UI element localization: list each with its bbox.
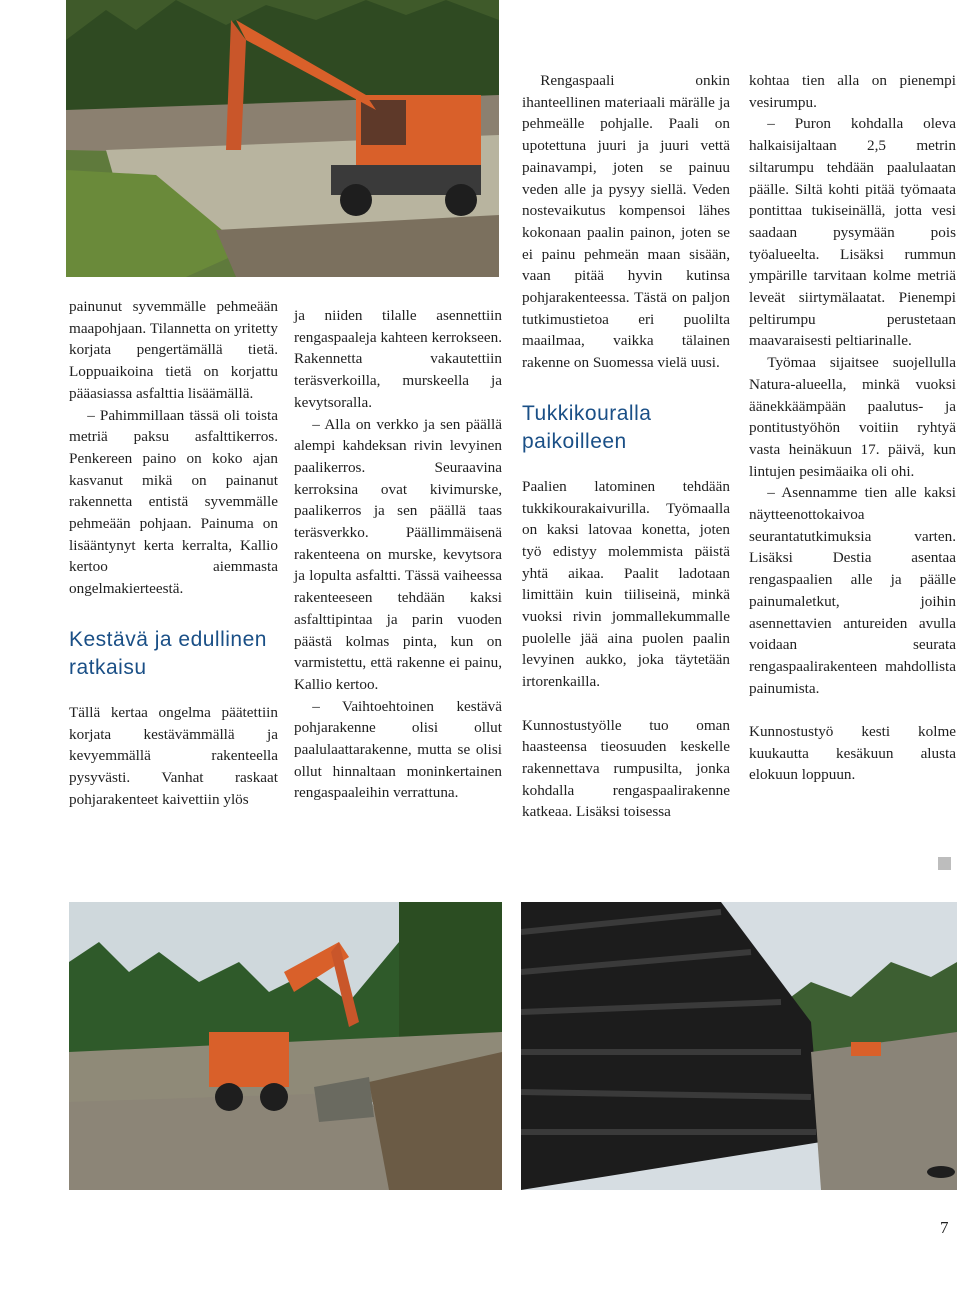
- section-heading-kestava: Kestävä ja edullinen ratkaisu: [69, 627, 267, 679]
- col1-paragraph-1: painunut syvemmälle pehmeään maapohjaan. Tilannetta on yritetty korjata pengertämällä tietä. Loppuaikoina tietä on korjattu pääasiassa asfalttia lisäämällä.: [69, 298, 278, 402]
- col3-paragraph-2: Paalien latominen tehdään tukkikourakaivurilla. Työmaalla on kaksi latovaa konetta, joten työ edistyy molemmista päistä yhtä aikaa. Paalit ladotaan limittäin kuin tiiliseinä, minkä vuoksi rivin jommallekummalle puolelle jää aina puolen paalin levyinen aukko, joka täytetään irtorenkailla.: [522, 477, 730, 691]
- col4-paragraph-1: kohtaa tien alla on pienempi vesirumpu.: [749, 72, 956, 111]
- article-end-marker: [938, 857, 951, 870]
- col1-paragraph-2: – Pahimmillaan tässä oli toista metriä paksu asfalttikerros. Penkereen paino on koko ajan kasvanut mikä on painanut rakennetta entistä syvemmälle pehmeään pohjaan. Painuma on lisääntynyt kerta kerralta, Kallio kertoo aiemmasta ongelmakierteestä.: [69, 406, 278, 598]
- col4-paragraph-3: Työmaa sijaitsee suojellulla Natura-alueella, minkä vuoksi äänekkäämpään paalutus- ja pontitustyöhön voitiin ryhtyä vasta heinäkuun 17. päivä, kun lintujen pesimäaika oli ohi.: [749, 354, 956, 480]
- col2-paragraph-3: – Vaihtoehtoinen kestävä pohjarakenne olisi ollut paalulaattarakenne, mutta se olisi ollut hinnaltaan moninkertainen rengaspaaleihin verrattuna.: [294, 697, 502, 802]
- text-column-3: [522, 70, 730, 823]
- col4-paragraph-5: Kunnostustyö kesti kolme kuukautta kesäkuun alusta elokuun loppuun.: [749, 723, 956, 784]
- section-heading-tukkikouralla: Tukkikouralla paikoilleen: [522, 401, 652, 453]
- col2-paragraph-1: ja niiden tilalle asennettiin rengaspaaleja kahteen kerrokseen. Rakennetta vakautettiin teräsverkoilla, murskeella ja kevytsoralla.: [294, 307, 502, 411]
- tyre-bales-photo: [521, 902, 957, 1190]
- col4-paragraph-2: – Puron kohdalla oleva halkaisijaltaan 2,5 metrin siltarumpu tehdään paalulaatan päälle. Siltä kohti pitää työmaata pontittaa tukiseinällä, jotta vesi saadaan pysymään pois työalueelta. Lisäksi rummun ympärille tarvitaan kolme metriä leveät siirtymälaatat. Pienempi peltirumpu perustetaan maavaraisesti peltiarinalle.: [749, 115, 956, 350]
- page-number: 7: [940, 1218, 949, 1237]
- col4-paragraph-4: – Asennamme tien alle kaksi näytteenottokaivoa seurantatutkimuksia varten. Lisäksi Destia asentaa rengaspaalien alle ja päälle painumaletkut, joihin asennettavien antureiden avulla voidaan seurata rengaspaalirakenteen mahdollista painumista.: [749, 484, 956, 697]
- col1-paragraph-3: Tällä kertaa ongelma päätettiin korjata kestävämmällä ja kevyemmällä rakenteella pysyvästi. Vanhat raskaat pohjarakenteet kaivettiin ylös: [69, 703, 278, 808]
- text-column-1: [69, 296, 278, 810]
- excavator-in-water-photo: [66, 0, 499, 277]
- text-column-2: [294, 305, 502, 804]
- text-column-4: [749, 70, 956, 786]
- col3-paragraph-1: Rengaspaali onkin ihanteellinen materiaali märälle ja pehmeälle pohjalle. Paali on upotettuna juuri ja juuri vettä painavampi, joten se painuu veden alle ja pysyy siellä. Veden nostevaikutus kompensoi lähes kokonaan paalin painon, joten se ei painu pehmeän maan sisään, vaan pitää hyvin kutinsa pohjarakenteessa. Tästä on paljon tutkimustietoa eri puolilta maailmaa, vaikka tälainen rakenne on Suomessa vielä uusi.: [522, 72, 730, 372]
- col2-paragraph-2: – Alla on verkko ja sen päällä alempi kahdeksan rivin levyinen paalikerros. Seuraavina kerroksina ovat kivimurske, paalikerros ja sen päällä taas teräsverkko. Päällimmäisenä rakenteena on murske, kevytsora ja lopulta asfaltti. Tässä vaiheessa rakenteeseen tehdään kaksi asfalttipintaa ja parin vuoden päästä kolmas pinta, kun on varmistettu, että rakenne ei painu, Kallio kertoo.: [294, 415, 502, 693]
- col3-paragraph-3: Kunnostustyölle tuo oman haasteensa tieosuuden keskelle rakennettava rumpusilta, jonka kohdalla rengaspaalirakenne katkeaa. Lisäksi toisessa: [522, 716, 730, 821]
- excavator-ditch-photo: [69, 902, 502, 1190]
